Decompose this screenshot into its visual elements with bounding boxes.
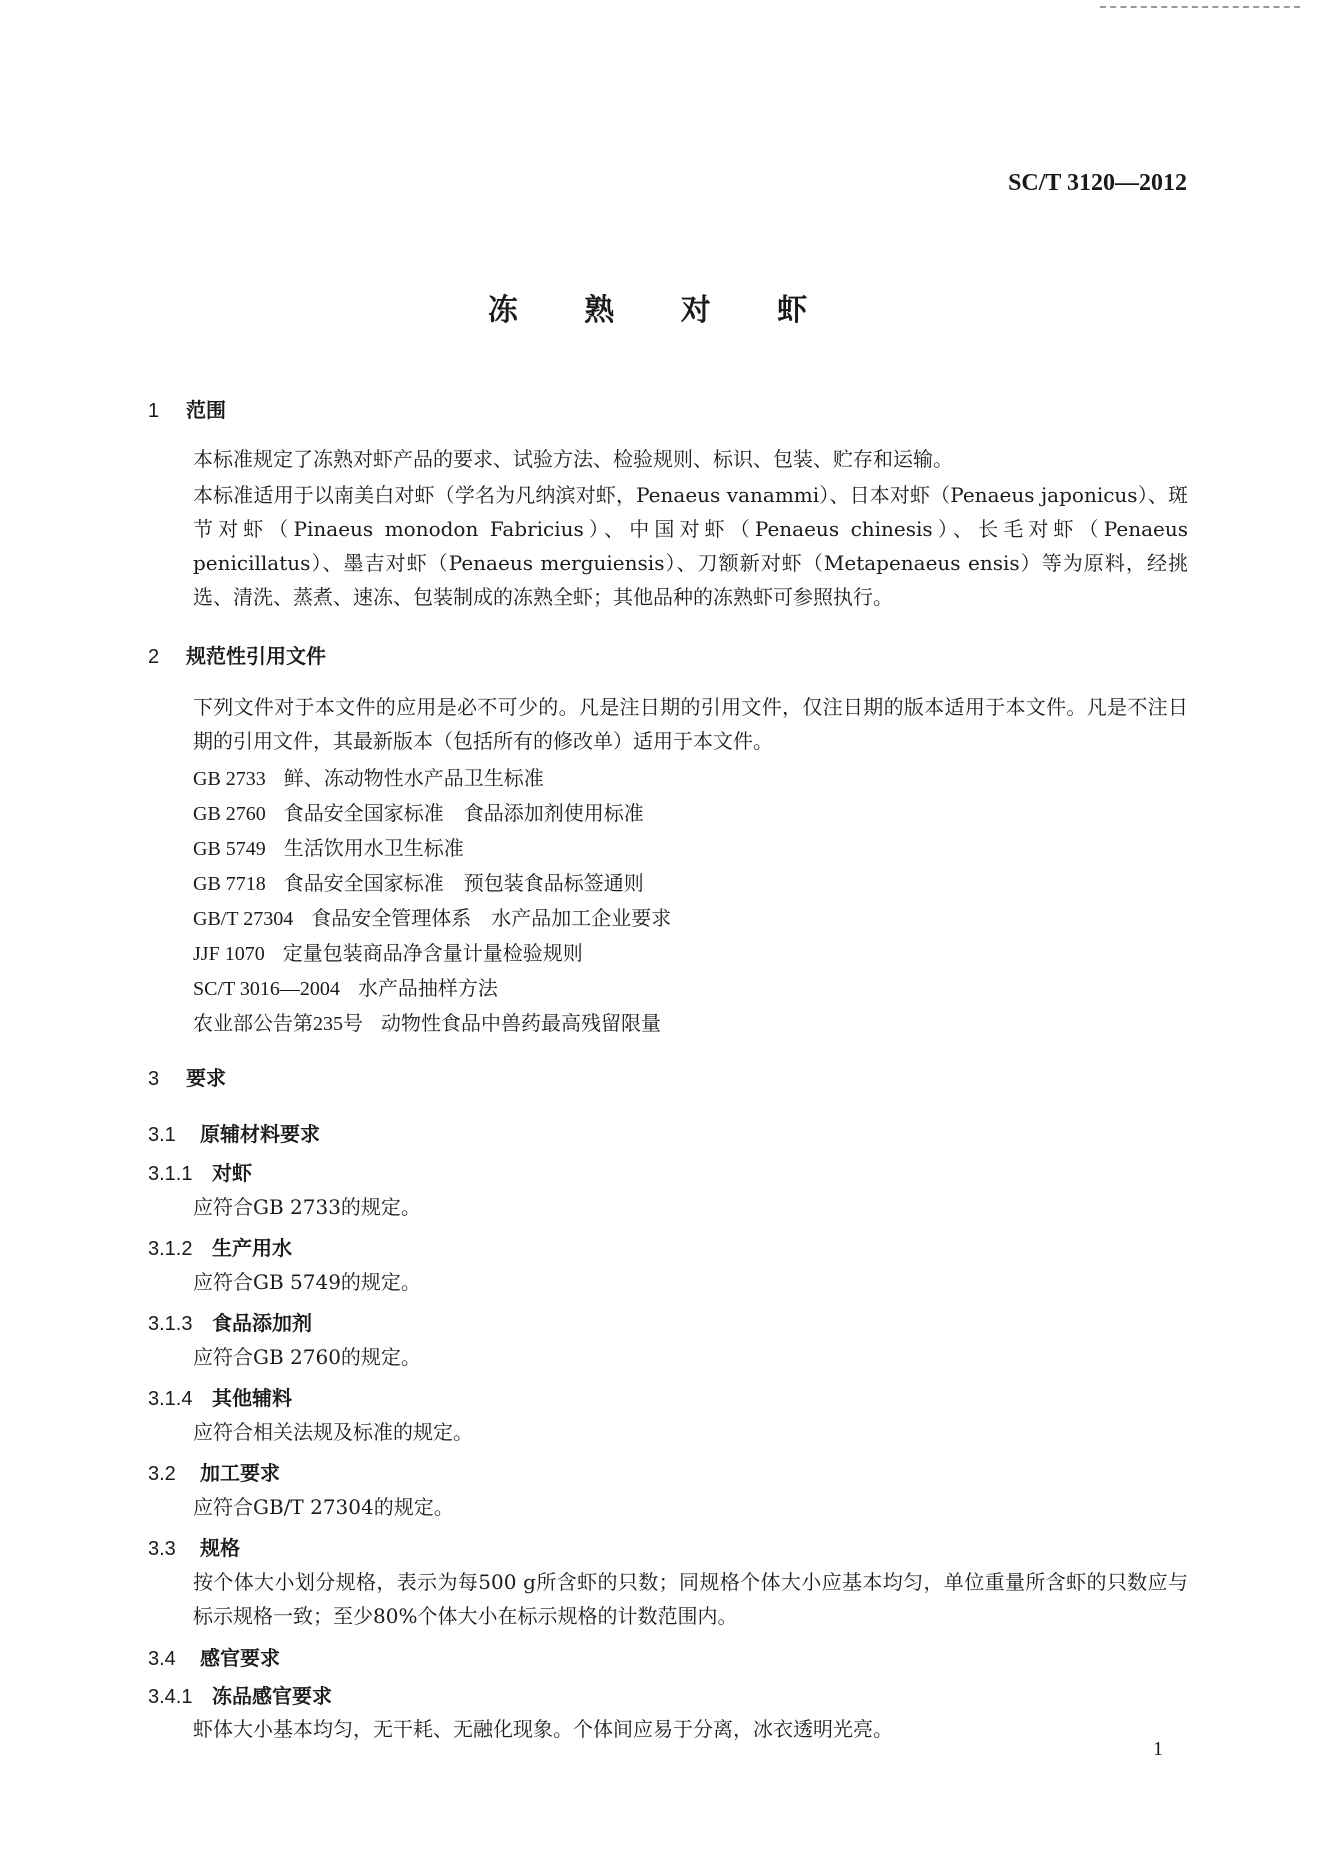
scope-sentence: 本标准规定了冻熟对虾产品的要求、试验方法、检验规则、标识、包装、贮存和运输。 — [193, 447, 953, 471]
section-3-4-1-heading: 3.4.1 冻品感官要求 — [148, 1684, 332, 1708]
page-number: 1 — [1153, 1738, 1163, 1760]
section-3-2-text: 应符合GB/T 27304的规定。 — [193, 1495, 454, 1519]
section-3-1-4-text: 应符合相关法规及标准的规定。 — [193, 1420, 473, 1444]
section-2-paragraph — [193, 690, 1188, 758]
applicability-text: 本标准适用于以南美白对虾（学名为凡纳滨对虾，Penaeus vanammi）、日本对虾（Penaeus japonicus）、斑节对虾（Pinaeus monodon Fabricius）、中国对虾（Penaeus chinesis）、长毛对虾（Penaeus penicillatus）、墨吉对虾（Penaeus merguiensis）、刀额新对虾（Metapenaeus ensis）等为原料，经挑选、清洗、蒸煮、速冻、包装制成的冻熟全虾；其他品种的冻熟虾可参照执行。 — [193, 483, 1188, 609]
section-3-1-4-heading: 3.1.4 其他辅料 — [148, 1386, 292, 1410]
section-2-heading: 2 规范性引用文件 — [148, 644, 326, 668]
reference-item: SC/T 3016—2004 水产品抽样方法 — [193, 976, 498, 1000]
reference-item: GB 7718 食品安全国家标准 预包装食品标签通则 — [193, 871, 644, 895]
section-1-paragraph-2 — [193, 478, 1188, 614]
references-intro: 下列文件对于本文件的应用是必不可少的。凡是注日期的引用文件，仅注日期的版本适用于本文件。凡是不注日期的引用文件，其最新版本（包括所有的修改单）适用于本文件。 — [193, 695, 1188, 753]
reference-item: JJF 1070 定量包装商品净含量计量检验规则 — [193, 941, 583, 965]
section-3-1-heading: 3.1 原辅材料要求 — [148, 1122, 320, 1146]
reference-item: 农业部公告第235号 动物性食品中兽药最高残留限量 — [193, 1011, 661, 1035]
reference-item: GB 5749 生活饮用水卫生标准 — [193, 836, 464, 860]
section-1-paragraph-1 — [193, 442, 1188, 476]
reference-item: GB/T 27304 食品安全管理体系 水产品加工企业要求 — [193, 906, 672, 930]
section-3-1-3-heading: 3.1.3 食品添加剂 — [148, 1311, 312, 1335]
reference-item: GB 2733 鲜、冻动物性水产品卫生标准 — [193, 766, 544, 790]
section-3-1-1-text: 应符合GB 2733的规定。 — [193, 1195, 421, 1219]
section-3-4-heading: 3.4 感官要求 — [148, 1646, 280, 1670]
section-1-heading: 1 范围 — [148, 398, 226, 422]
section-3-3-heading: 3.3 规格 — [148, 1536, 240, 1560]
section-3-1-3-text: 应符合GB 2760的规定。 — [193, 1345, 421, 1369]
document-title: 冻 熟 对 虾 — [487, 293, 836, 328]
section-3-1-1-heading: 3.1.1 对虾 — [148, 1161, 252, 1185]
section-3-3-text: 按个体大小划分规格，表示为每500 g所含虾的只数；同规格个体大小应基本均匀，单位重量所含虾的只数应与标示规格一致；至少80%个体大小在标示规格的计数范围内。 — [193, 1570, 1188, 1628]
section-3-1-2-text: 应符合GB 5749的规定。 — [193, 1270, 421, 1294]
section-3-1-2-heading: 3.1.2 生产用水 — [148, 1236, 292, 1260]
standard-code: SC/T 3120—2012 — [1008, 170, 1187, 196]
section-3-2-heading: 3.2 加工要求 — [148, 1461, 280, 1485]
section-3-4-1-text: 虾体大小基本均匀，无干耗、无融化现象。个体间应易于分离，冰衣透明光亮。 — [193, 1717, 893, 1741]
section-3-heading: 3 要求 — [148, 1066, 226, 1090]
scan-artifact-dashes — [1100, 6, 1300, 8]
reference-item: GB 2760 食品安全国家标准 食品添加剂使用标准 — [193, 801, 644, 825]
